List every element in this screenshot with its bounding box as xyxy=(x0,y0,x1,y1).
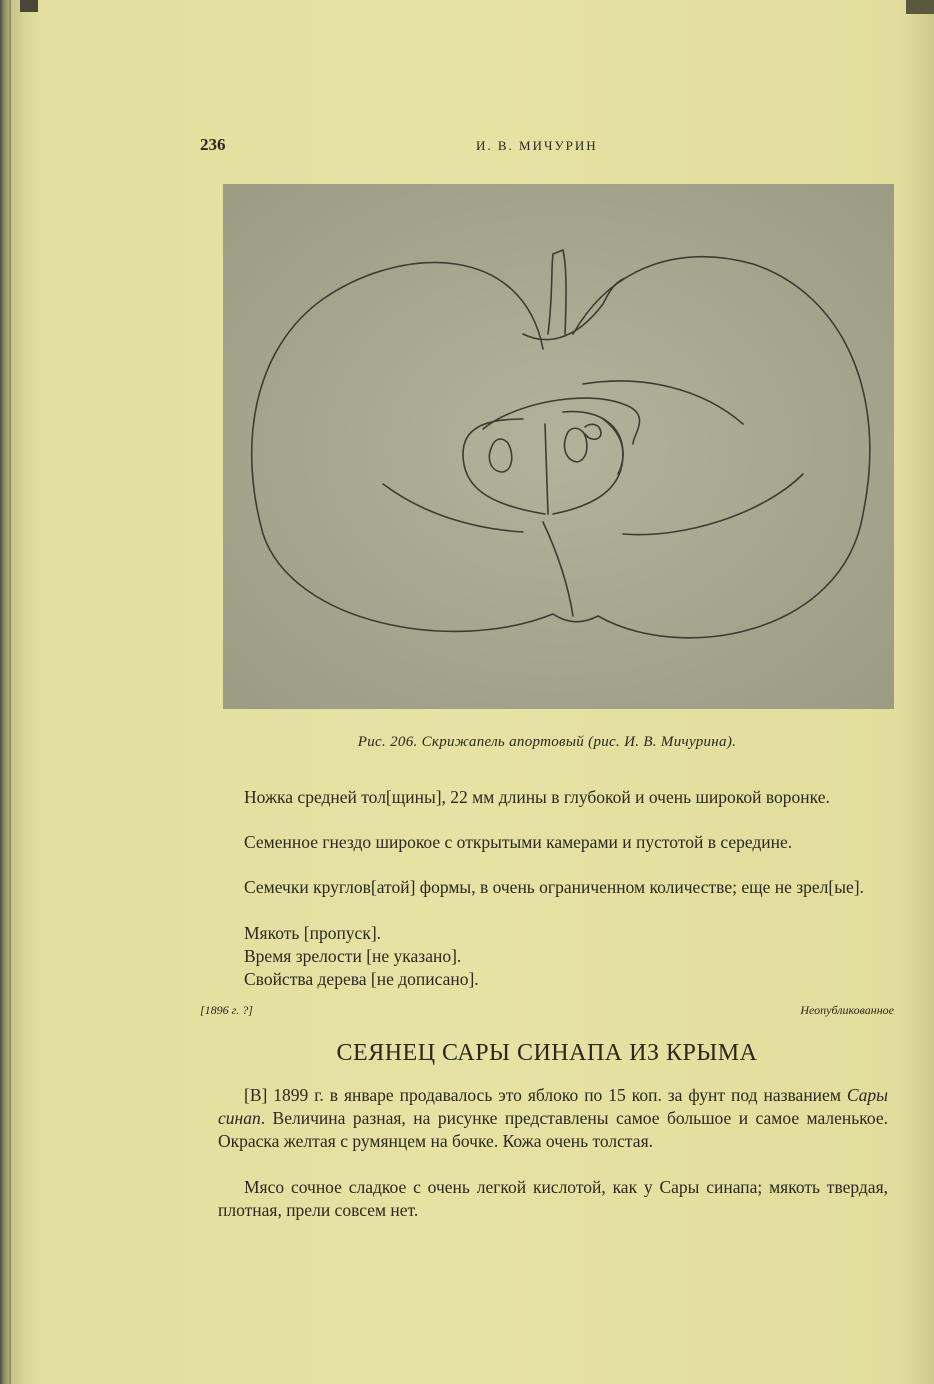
intro-text-end: . Величина разная, на рисунке представлены самое большое и самое маленькое. Окраска желтая с румянцем на бочке. Кожа очень толстая. xyxy=(218,1108,888,1151)
variety-name: Сары синап xyxy=(218,1085,888,1128)
apple-cross-section-figure xyxy=(223,184,894,709)
figure-caption: Рис. 206. Скрижапель апортовый (рис. И. В. Мичурина). xyxy=(357,734,737,750)
paragraph-seed-cavity: Семенное гнездо широкое с открытыми камерами и пустотой в середине. xyxy=(244,832,793,852)
book-spine xyxy=(0,0,24,1384)
paragraph-seeds: Семечки круглов[атой] формы, в очень ограниченном количестве; еще не зрел[ые]. xyxy=(244,877,864,897)
paragraph-flesh: Мякоть [пропуск]. xyxy=(244,923,382,943)
publication-status: Неопубликованное xyxy=(800,1003,894,1017)
page-corner xyxy=(906,0,934,14)
section-heading: СЕЯНЕЦ САРЫ СИНАПА ИЗ КРЫМА xyxy=(336,1040,758,1066)
source-date: [1896 г. ?] xyxy=(200,1003,253,1017)
spine-line xyxy=(9,0,11,1384)
paragraph-ripening-time: Время зрелости [не указано]. xyxy=(244,946,462,966)
page-tab xyxy=(20,0,38,12)
page-header xyxy=(0,135,934,165)
apple-drawing xyxy=(223,184,894,709)
paragraph-sary-sinap-flesh: Мясо сочное сладкое с очень легкой кислотой, как у Сары синапа; мякоть твердая, плотная, прели совсем нет. xyxy=(218,1177,888,1220)
intro-text-start: [В] 1899 г. в январе продавалось это яблоко по 15 коп. за фунт под названием xyxy=(244,1085,847,1105)
paragraph-tree-properties: Свойства дерева [не дописано]. xyxy=(244,969,479,989)
paragraph-stem: Ножка средней тол[щины], 22 мм длины в глубокой и очень широкой воронке. xyxy=(244,787,830,807)
page-number: 236 xyxy=(200,135,226,154)
source-note xyxy=(200,1003,894,1023)
running-head: И. В. МИЧУРИН xyxy=(476,138,598,153)
paragraph-sary-sinap-intro xyxy=(218,1084,888,1153)
